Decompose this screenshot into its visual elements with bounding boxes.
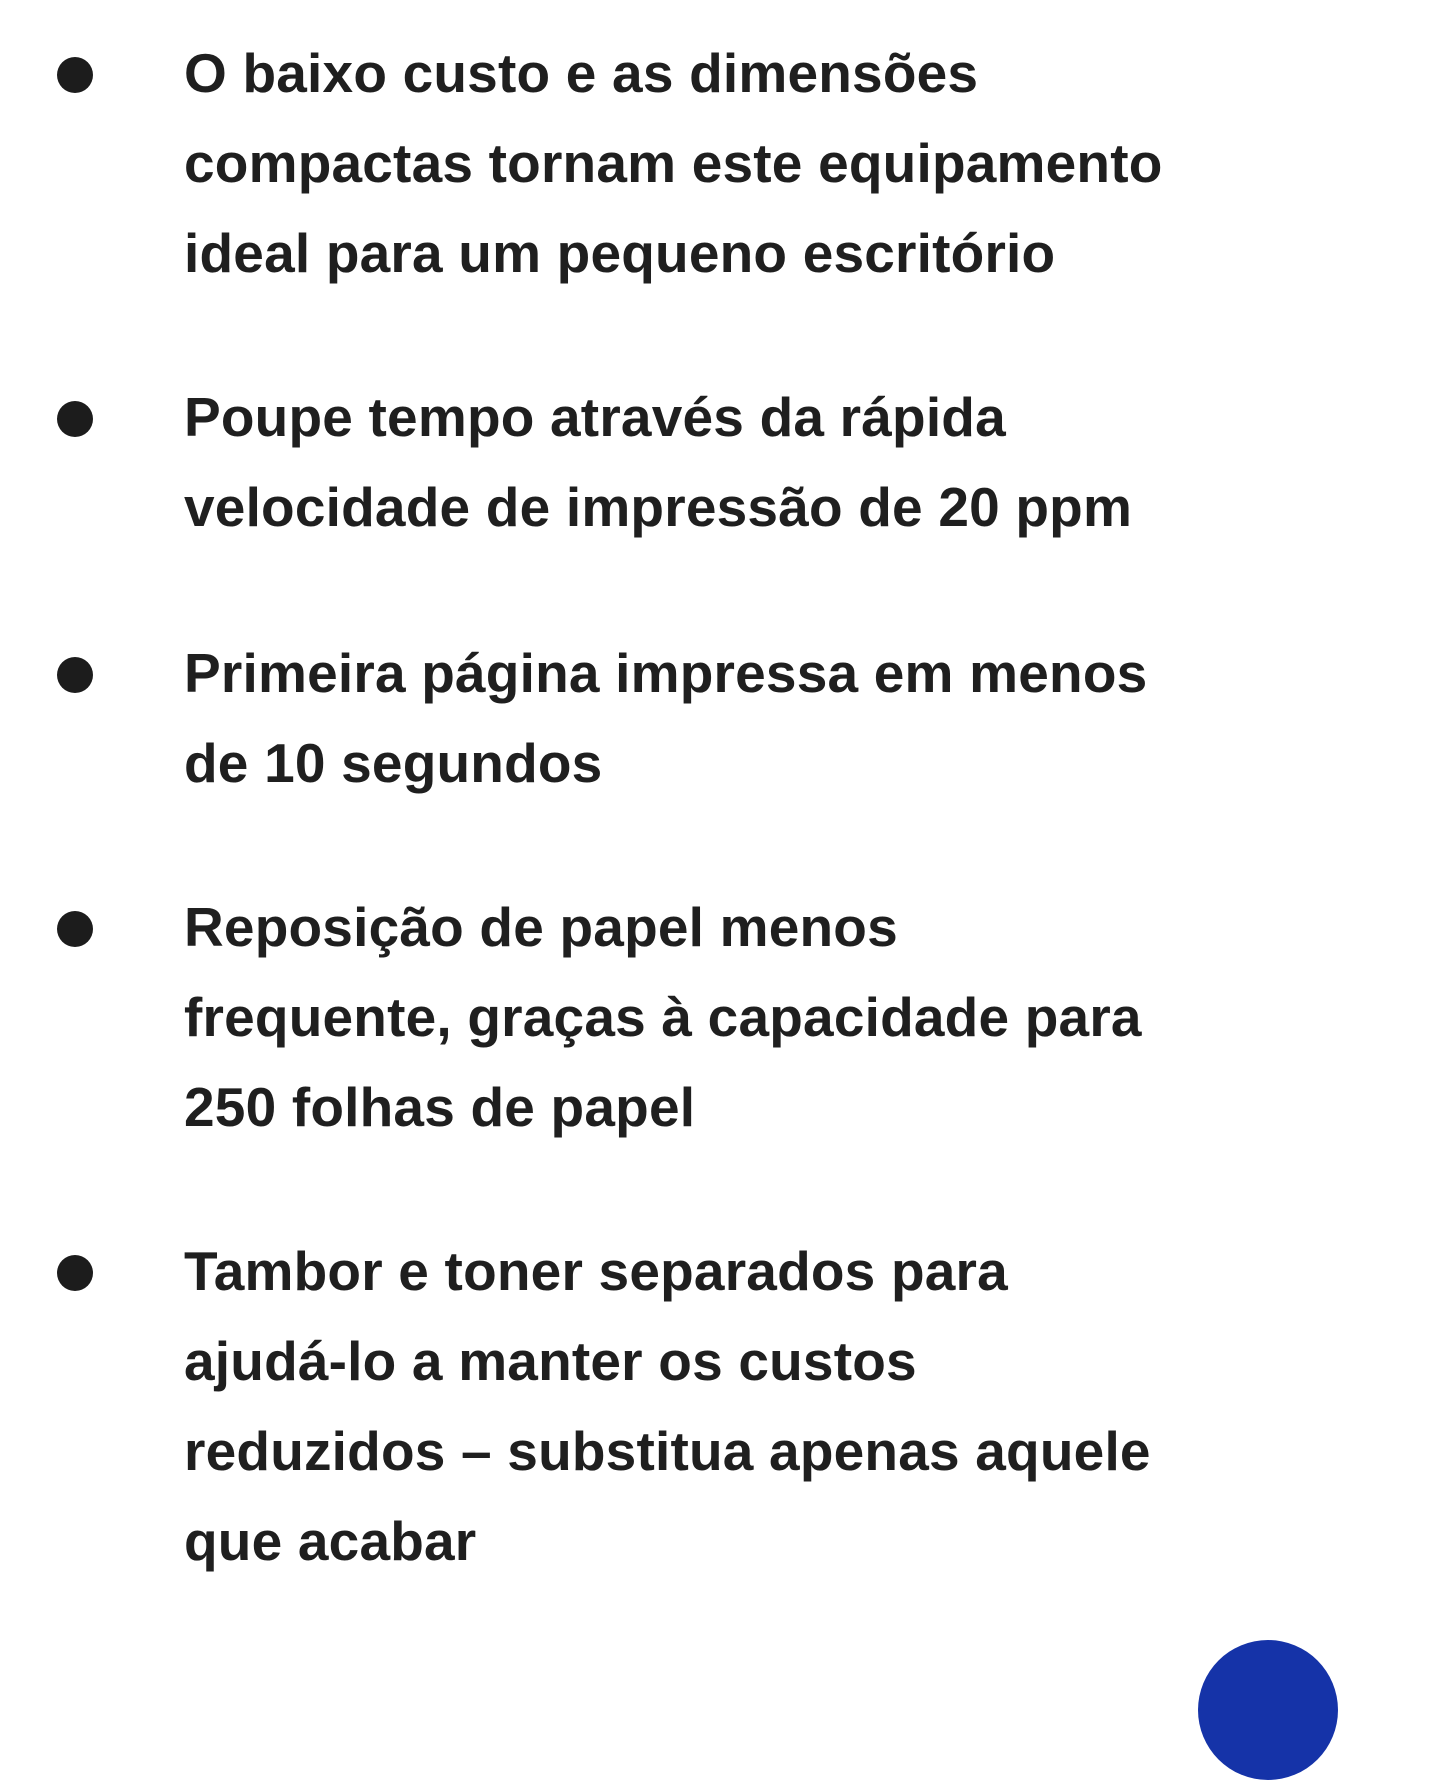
bullet-icon [57,401,93,437]
bullet-icon [57,911,93,947]
feature-line: frequente, graças à capacidade para [184,986,1142,1048]
feature-text [184,882,1284,1152]
feature-text [184,28,1284,298]
feature-text [184,372,1284,552]
feature-line: ideal para um pequeno escritório [184,222,1056,284]
feature-text [184,628,1284,808]
feature-line: de 10 segundos [184,732,603,794]
feature-line: Primeira página impressa em menos [184,642,1148,704]
bullet-icon [57,57,93,93]
floating-action-button[interactable] [1198,1640,1338,1780]
feature-line: 250 folhas de papel [184,1076,696,1138]
feature-line: reduzidos – substitua apenas aquele [184,1420,1151,1482]
feature-line: Poupe tempo através da rápida [184,386,1006,448]
bullet-icon [57,657,93,693]
feature-text [184,1226,1284,1586]
feature-line: compactas tornam este equipamento [184,132,1163,194]
feature-line: que acabar [184,1510,477,1572]
feature-line: Reposição de papel menos [184,896,898,958]
bullet-icon [57,1255,93,1291]
feature-line: Tambor e toner separados para [184,1240,1008,1302]
feature-line: velocidade de impressão de 20 ppm [184,476,1133,538]
feature-line: ajudá-lo a manter os custos [184,1330,917,1392]
feature-line: O baixo custo e as dimensões [184,42,979,104]
